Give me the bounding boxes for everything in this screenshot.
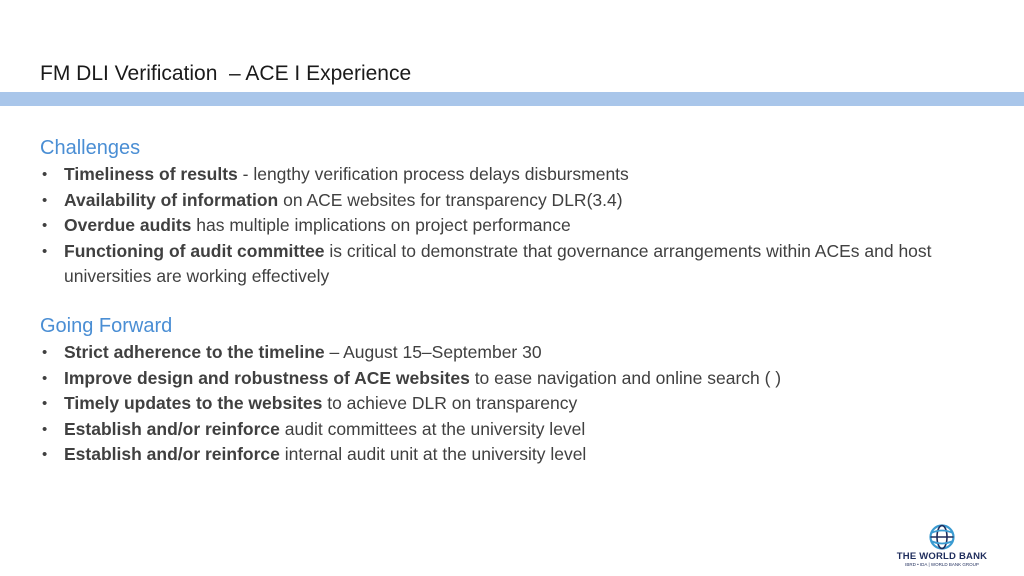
bullet-icon: • [42, 242, 48, 260]
item-bold-text: Establish and/or reinforce [64, 444, 280, 464]
item-text: to achieve DLR on transparency [322, 393, 578, 413]
challenges-section [40, 136, 1000, 290]
item-bold-text: Functioning of audit committee [64, 240, 325, 261]
logo-name: THE WORLD BANK [896, 551, 988, 562]
list-item [40, 213, 1000, 239]
bullet-icon: • [42, 420, 48, 438]
item-bold-text: Timely updates to the websites [64, 393, 323, 413]
bullet-icon: • [42, 191, 48, 209]
going-forward-heading: Going Forward [40, 315, 173, 337]
list-item [40, 239, 1000, 290]
list-item [40, 417, 1000, 443]
item-text: internal audit unit at the university level [279, 444, 587, 464]
item-text: – August 15–September 30 [324, 342, 542, 362]
going-forward-list [40, 340, 1000, 468]
item-bold-text: Availability of information [64, 189, 279, 210]
item-text: audit committees at the university level [279, 418, 586, 439]
item-bold-text: Establish and/or reinforce [64, 418, 280, 439]
item-text: on ACE websites for transparency DLR(3.4) [278, 189, 623, 210]
globe-icon [927, 524, 957, 550]
item-text: to ease navigation and online search ( ) [469, 367, 782, 388]
list-item [40, 188, 1000, 214]
list-item [40, 340, 1000, 366]
item-text: is critical to demonstrate that governance arrangements within ACEs and host universities are working effectively [64, 240, 932, 286]
challenges-list [40, 162, 1000, 290]
bullet-icon: • [42, 446, 48, 463]
world-bank-logo [892, 524, 992, 570]
going-forward-section [40, 314, 1000, 468]
bullet-icon: • [42, 217, 48, 234]
item-bold-text: Improve design and robustness of ACE websites [64, 367, 470, 388]
item-bold-text: Overdue audits [64, 215, 192, 235]
list-item [40, 366, 1000, 392]
list-item [40, 442, 1000, 468]
challenges-heading: Challenges [40, 137, 141, 159]
title-underline-bar [0, 92, 1024, 106]
bullet-icon: • [42, 166, 48, 183]
logo-subtitle: IBRD • IDA | WORLD BANK GROUP [905, 562, 979, 567]
item-bold-text: Strict adherence to the timeline [64, 342, 325, 362]
slide-title: FM DLI Verification – ACE I Experience [40, 62, 412, 85]
bullet-icon: • [42, 344, 48, 361]
item-text: - lengthy verification process delays disbursments [237, 164, 629, 184]
list-item [40, 162, 1000, 188]
list-item [40, 391, 1000, 417]
bullet-icon: • [42, 369, 48, 387]
item-text: has multiple implications on project performance [191, 215, 571, 235]
bullet-icon: • [42, 395, 48, 412]
item-bold-text: Timeliness of results [64, 164, 238, 184]
